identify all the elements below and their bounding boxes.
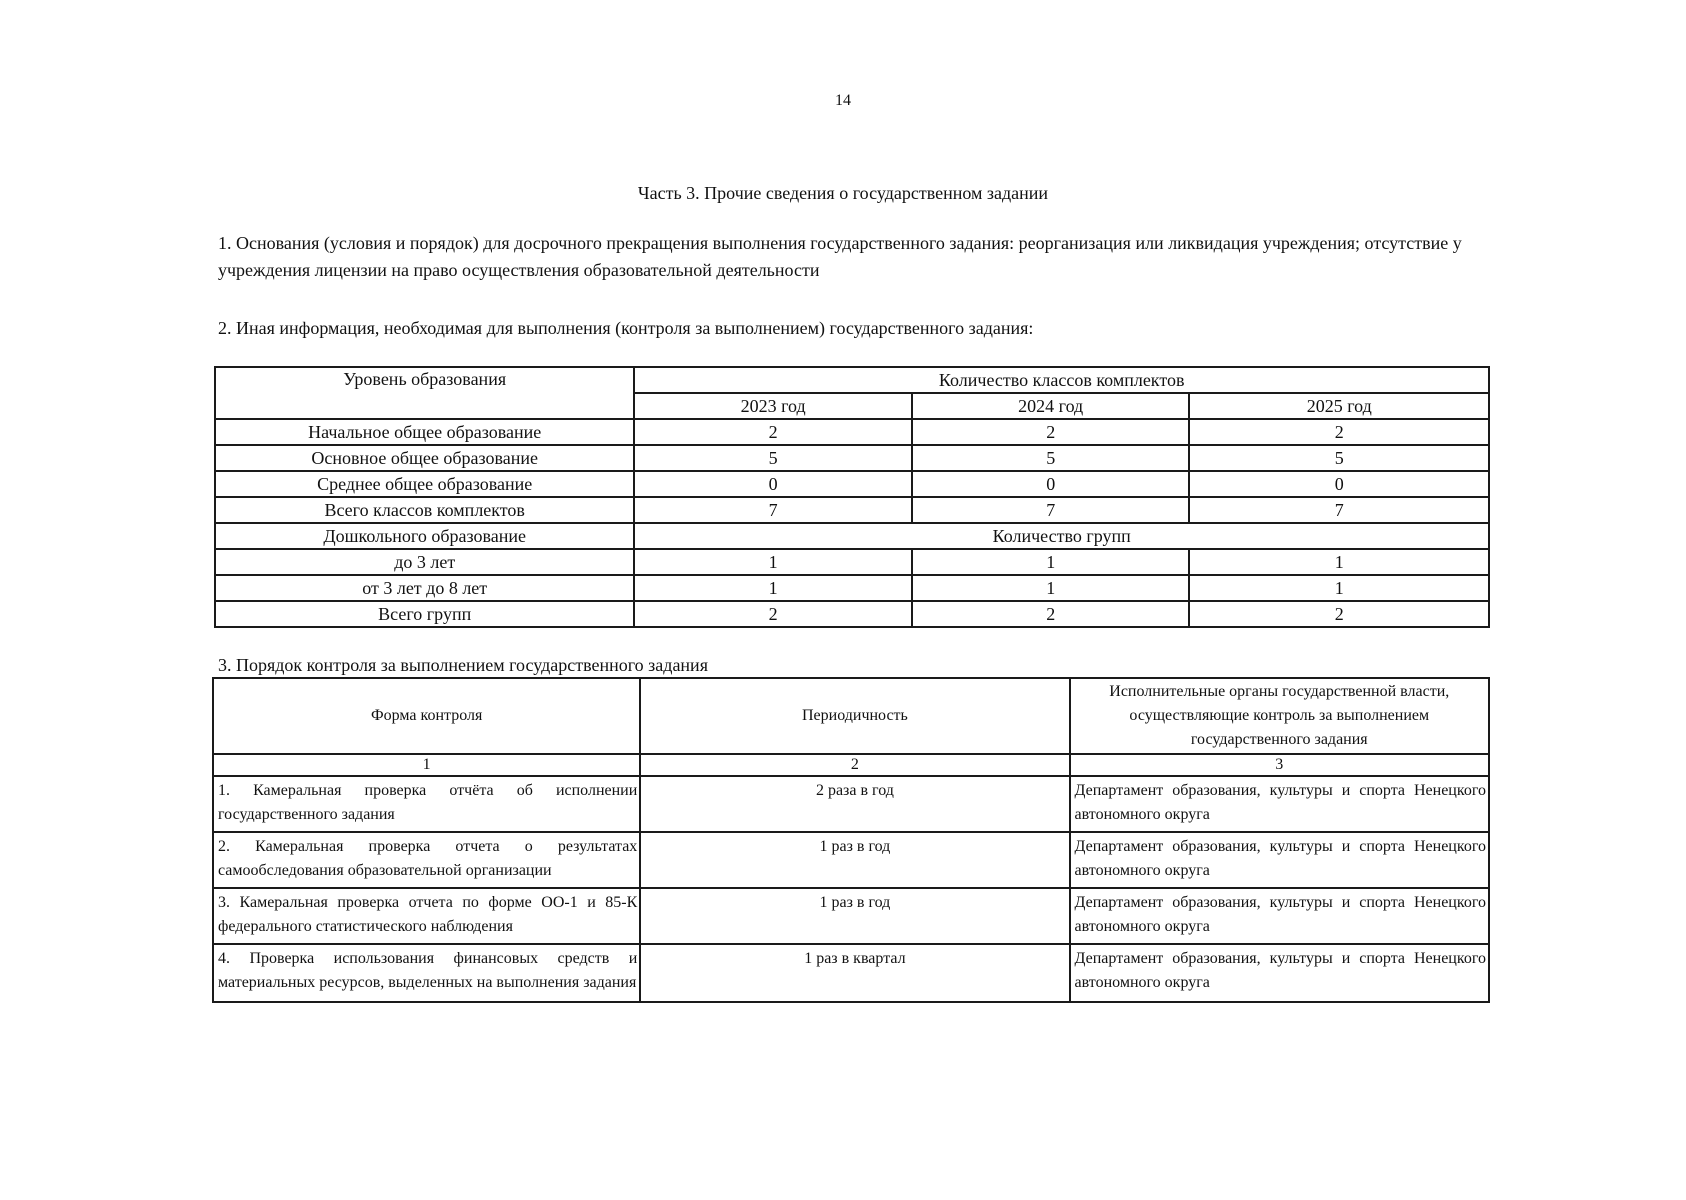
preschool-label: Дошкольного образование	[215, 523, 634, 549]
table-row	[215, 445, 1489, 471]
row-label: до 3 лет	[215, 549, 634, 575]
form-cell: 1. Камеральная проверка отчёта об исполнении государственного задания	[213, 776, 640, 832]
period-cell: 2 раза в год	[640, 776, 1069, 832]
table-row	[215, 471, 1489, 497]
column-number: 3	[1070, 754, 1489, 776]
table-row	[215, 419, 1489, 445]
row-label: Начальное общее образование	[215, 419, 634, 445]
table-row	[215, 549, 1489, 575]
cell-value: 1	[634, 549, 912, 575]
period-header: Периодичность	[640, 678, 1069, 754]
cell-value: 1	[912, 575, 1190, 601]
cell-value: 1	[1189, 549, 1489, 575]
org-cell: Департамент образования, культуры и спорта Ненецкого автономного округа	[1070, 944, 1489, 1002]
cell-value: 5	[634, 445, 912, 471]
groups-header: Количество групп	[634, 523, 1489, 549]
control-table	[212, 677, 1490, 1003]
cell-value: 2	[912, 601, 1190, 627]
cell-value: 0	[912, 471, 1190, 497]
cell-value: 2	[912, 419, 1190, 445]
column-numbers-row	[213, 754, 1489, 776]
cell-value: 2	[634, 601, 912, 627]
form-cell: 3. Камеральная проверка отчета по форме ОО-1 и 85-К федерального статистического наблюдения	[213, 888, 640, 944]
cell-value: 1	[1189, 575, 1489, 601]
cell-value: 5	[912, 445, 1190, 471]
section-2-text: 2. Иная информация, необходимая для выполнения (контроля за выполнением) государственного задания:	[218, 318, 1034, 338]
period-cell: 1 раз в год	[640, 888, 1069, 944]
count-header: Количество классов комплектов	[634, 367, 1489, 393]
period-cell: 1 раз в квартал	[640, 944, 1069, 1002]
year-header: 2023 год	[634, 393, 912, 419]
org-cell: Департамент образования, культуры и спорта Ненецкого автономного округа	[1070, 832, 1489, 888]
row-label: Всего классов комплектов	[215, 497, 634, 523]
org-cell: Департамент образования, культуры и спорта Ненецкого автономного округа	[1070, 776, 1489, 832]
period-cell: 1 раз в год	[640, 832, 1069, 888]
section-3-text: 3. Порядок контроля за выполнением государственного задания	[218, 655, 708, 675]
control-table-header-row	[213, 678, 1489, 754]
classes-table	[214, 366, 1490, 628]
table-row	[213, 776, 1489, 832]
row-label: Основное общее образование	[215, 445, 634, 471]
table-row	[213, 832, 1489, 888]
form-header: Форма контроля	[213, 678, 640, 754]
cell-value: 2	[1189, 601, 1489, 627]
column-number: 1	[213, 754, 640, 776]
year-header: 2024 год	[912, 393, 1190, 419]
org-cell: Департамент образования, культуры и спорта Ненецкого автономного округа	[1070, 888, 1489, 944]
level-header: Уровень образования	[215, 367, 634, 419]
table-row	[215, 497, 1489, 523]
column-number: 2	[640, 754, 1069, 776]
table-row	[213, 888, 1489, 944]
preschool-header-row	[215, 523, 1489, 549]
form-cell: 2. Камеральная проверка отчета о результатах самообследования образовательной организации	[213, 832, 640, 888]
cell-value: 1	[634, 575, 912, 601]
part-title: Часть 3. Прочие сведения о государственном задании	[637, 183, 1049, 203]
page-number: 14	[835, 92, 851, 109]
cell-value: 2	[634, 419, 912, 445]
row-label: от 3 лет до 8 лет	[215, 575, 634, 601]
cell-value: 7	[912, 497, 1190, 523]
cell-value: 5	[1189, 445, 1489, 471]
cell-value: 2	[1189, 419, 1489, 445]
cell-value: 0	[634, 471, 912, 497]
row-label: Среднее общее образование	[215, 471, 634, 497]
cell-value: 7	[1189, 497, 1489, 523]
table-row	[213, 944, 1489, 1002]
year-header: 2025 год	[1189, 393, 1489, 419]
cell-value: 0	[1189, 471, 1489, 497]
table-row	[215, 575, 1489, 601]
org-header: Исполнительные органы государственной власти, осуществляющие контроль за выполнением государственного задания	[1070, 678, 1489, 754]
cell-value: 7	[634, 497, 912, 523]
form-cell: 4. Проверка использования финансовых средств и материальных ресурсов, выделенных на выполнения задания	[213, 944, 640, 1002]
section-1-text: 1. Основания (условия и порядок) для досрочного прекращения выполнения государственного задания: реорганизация или ликвидация учреждения; отсутствие у учреждения лицензии на право осуществления образовательной деятельности	[218, 233, 1462, 280]
row-label: Всего групп	[215, 601, 634, 627]
table-row	[215, 601, 1489, 627]
cell-value: 1	[912, 549, 1190, 575]
classes-table-header-row	[215, 367, 1489, 393]
